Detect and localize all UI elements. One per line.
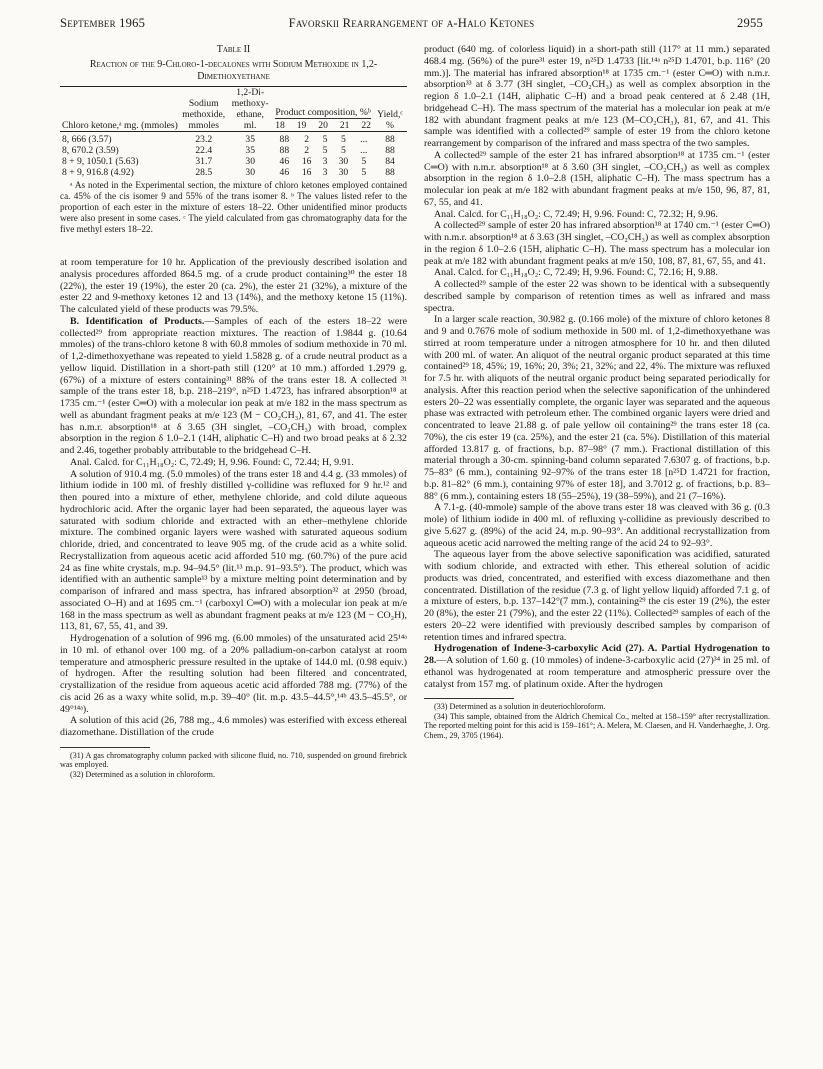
table-cell-methoxide: 31.7 xyxy=(195,156,213,167)
col-sodium-methoxide: Sodium methoxide, mmoles xyxy=(182,98,226,131)
right-anal-2: Anal. Calcd. for C₁₁H₁₈O₂: C, 72.49; H, 9.96. Found: C, 72.16; H, 9.88. xyxy=(434,267,718,279)
table-row xyxy=(60,145,407,156)
table-cell-c19: 2 xyxy=(304,145,310,156)
footnote-33: (33) Determined as a solution in deuteriochloroform. xyxy=(434,702,606,712)
table-cell-c18: 88 xyxy=(279,145,290,156)
table-cell-c22: 5 xyxy=(361,167,367,178)
section-heading-identification: B. Identification of Products. xyxy=(70,315,205,327)
footnote-32: (32) Determined as a solution in chloroform. xyxy=(70,769,215,779)
table-cell-c20: 3 xyxy=(322,156,328,167)
footnote-rule-right xyxy=(424,698,514,699)
col-chloro-ketone: Chloro ketone,ᵃ mg. (mmoles) xyxy=(62,120,178,131)
product-composition-label: Product composition, %ᵇ xyxy=(275,107,371,118)
footnote-31: (31) A gas chromatography column packed with silicone fluid, no. 710, suspended on ground firebrick was employed. xyxy=(60,750,407,770)
table-cell-methoxide: 22.4 xyxy=(195,145,213,156)
right-paragraph-6: A collected²⁹ sample of the ester 22 was shown to be identical with a subsequently described sample by comparison of retention times as well as infrared and mass spectra. xyxy=(424,279,770,314)
table-cell-ketone: 8 + 9, 1050.1 (5.63) xyxy=(62,156,139,167)
table-caption xyxy=(60,44,407,83)
table-body xyxy=(60,132,407,179)
table-cell-c21: 30 xyxy=(338,167,349,178)
col-yield: Yield,ᶜ % xyxy=(377,109,403,131)
table-cell-c22: ... xyxy=(360,134,368,145)
table-title: Reaction of the 9-Chloro-1-decalones with Sodium Methoxide in 1,2-Dimethoxyethane xyxy=(89,59,378,82)
table-cell-c19: 16 xyxy=(301,156,312,167)
right-paragraph-4: A collected²⁹ sample of ester 20 has infrared absorption¹⁸ at 1740 cm.⁻¹ (ester C═O) with n.m.r. absorption¹⁸ at δ 3.63 (3H singlet, –CO₂CH₃) as well as complex absorption in the region δ 1.0–2.6 (15H, aliphatic C–H). The mass spectrum has a molecular ion peak at m/e 182 with abundant fragment peaks at m/e 150, 108, 87, 81, 67, 55, and 41. xyxy=(424,220,770,267)
table-cell-c21: 5 xyxy=(341,145,346,156)
table-cell-yield: 88 xyxy=(385,167,395,178)
left-paragraph-2 xyxy=(60,316,407,457)
table-cell-c22: 5 xyxy=(361,156,367,167)
table-cell-dme: 30 xyxy=(245,167,255,178)
table-row xyxy=(60,167,407,178)
table-cell-methoxide: 23.2 xyxy=(195,134,213,145)
table-row xyxy=(60,132,407,146)
col-product-composition xyxy=(273,87,373,132)
table-cell-dme: 30 xyxy=(245,156,255,167)
table-cell-c19: 16 xyxy=(301,167,312,178)
col-21: 21 xyxy=(339,120,350,131)
left-paragraph-5: Hydrogenation of a solution of 996 mg. (6.00 mmoles) of the unsaturated acid 25¹⁴ᵃ in 10 ml. of ethanol over 100 mg. of a 20% palladium-on-carbon catalyst at room temperature and atmospheric pressure resulted in the uptake of 144.0 ml. (0.98 equiv.) of hydrogen. After the resulting solution had been filtered and concentrated, crystallization of the residue from aqueous acetic acid afforded 788 mg. (77%) of the cis acid 26 as a waxy white solid, m.p. 39–40° (lit. m.p. 43.5–44.5°,¹⁴ᵇ 43.5–45.5°, or 49°¹⁴ᵃ). xyxy=(60,633,407,715)
table-cell-c20: 5 xyxy=(322,134,328,145)
table-cell-c20: 3 xyxy=(322,167,328,178)
table-cell-c21: 5 xyxy=(341,134,346,145)
table-footnote: ᵃ As noted in the Experimental section, the mixture of chloro ketones employed contained ca. 45% of the cis isomer 9 and 55% of the trans isomer 8. ᵇ The values listed refer to the proportion of each ester in the mixture of esters 18–22. Other unidentified minor products were also present in some cases. ᶜ The yield calculated from gas chromatography data for the five methyl esters 18–22. xyxy=(60,180,407,234)
header-date: September 1965 xyxy=(60,16,146,30)
col-20: 20 xyxy=(318,120,328,131)
page-number: 2955 xyxy=(737,16,763,30)
footnote-34: (34) This sample, obtained from the Aldrich Chemical Co., melted at 158–159° after recrystallization. The reported melting point for this acid is 159–161°; A. Melera, M. Claesen, and H. Vanderhaeghe, J. Org. Chem., 29, 3705 (1964). xyxy=(424,711,770,741)
table-cell-yield: 88 xyxy=(385,145,395,156)
left-anal-1: Anal. Calcd. for C₁₁H₁₈O₂: C, 72.49; H, 9.96. Found: C, 72.44; H, 9.91. xyxy=(70,456,354,468)
col-19: 19 xyxy=(296,120,307,131)
table-row xyxy=(60,156,407,167)
table-cell-c18: 88 xyxy=(279,134,290,145)
right-paragraph-2: A collected²⁹ sample of the ester 21 has infrared absorption¹⁸ at 1735 cm.⁻¹ (ester C═O) with n.m.r. absorption¹⁸ at δ 3.60 (3H singlet, –CO₂CH₃) as well as complex absorption in the region δ 1.0–2.8 (15H, aliphatic C–H). The mass spectrum has a molecular ion peak at m/e 182 with abundant fragment peaks at m/e 150, 96, 87, 81, 67, 55, and 41. xyxy=(424,149,770,208)
table-cell-dme: 35 xyxy=(245,145,255,156)
header-title: Favorskii Rearrangement of α-Halo Ketones xyxy=(288,16,535,30)
data-table xyxy=(60,86,407,178)
table-cell-ketone: 8 + 9, 916.8 (4.92) xyxy=(62,167,134,178)
right-paragraph-10 xyxy=(424,643,770,690)
table-cell-yield: 84 xyxy=(385,156,395,167)
left-paragraph-2-text: —Samples of each of the esters 18–22 were collected²⁹ from appropriate reaction mixtures. The reaction of 1.9844 g. (10.64 mmoles) of the trans-chloro ketone 8 with 60.8 mmoles of sodium methoxide in 70 ml. of 1,2-dimethoxyethane was repeated to yield 1.5828 g. of a crude neutral product as a yellow liquid. Distillation in a short-path still (120° at 10 mm.) afforded 1.2979 g. (67%) of a mixture of esters containing³¹ 88% of the trans ester 18. A collected ³¹ sample of the trans ester 18, b.p. 218–219°, n²⁵D 1.4723, has infrared absorption¹⁸ at 1735 cm.⁻¹ (ester C═O) with a molecular ion peak at m/e 182 in the mass spectrum as well as abundant fragment peaks at m/e 123 (M − CO₂CH₃), 81, 67, and 41. The ester has n.m.r. absorption¹⁸ at δ 3.65 (3H singlet, –CO₂CH₃) with broad, complex absorption in the region δ 1.0–2.1 (14H, aliphatic C–H) and two broad peaks at δ 2.32 and 2.46, together probably attributable to the bridgehead C–H. xyxy=(60,315,407,456)
section-heading-hydrogenation: Hydrogenation of Indene-3-carboxylic Acid (27). A. Partial Hydrogenation to 28. xyxy=(424,643,770,666)
table-cell-yield: 88 xyxy=(385,134,395,145)
left-column xyxy=(60,44,407,780)
table-cell-c21: 30 xyxy=(338,156,349,167)
footnote-rule-left xyxy=(60,747,150,748)
right-column xyxy=(424,44,770,741)
table-cell-dme: 35 xyxy=(245,134,255,145)
left-paragraph-1: at room temperature for 10 hr. Application of the previously described isolation and analysis procedures afforded 864.5 mg. of a crude product containing³⁰ the ester 18 (22%), the ester 19 (19%), the ester 20 (ca. 2%), the ester 21 (32%), a mixture of the ester 22 and 9-methoxy ketones 12 and 13 (14%), and the methoxy ketone 15 (11%). The calculated yield of these products was 79.5%. xyxy=(60,257,407,315)
right-paragraph-8: A 7.1-g. (40-mmole) sample of the above trans ester 18 was cleaved with 36 g. (0.3 mole) of lithium iodide in 400 ml. of refluxing γ-collidine as previously described to give 5.627 g. (89%) of the acid 24, m.p. 90–93°. An additional recrystallization from aqueous acetic acid narrowed the melting range of the acid 24 to 92–93°. xyxy=(424,502,770,549)
table-cell-ketone: 8, 670.2 (3.59) xyxy=(62,145,119,156)
composition-subheaders xyxy=(275,120,371,131)
table-cell-c19: 2 xyxy=(304,134,310,145)
table-cell-methoxide: 28.5 xyxy=(195,167,213,178)
col-22: 22 xyxy=(361,120,371,131)
table-number: Table II xyxy=(216,44,251,55)
right-anal-1: Anal. Calcd. for C₁₁H₁₈O₂: C, 72.49; H, 9.96. Found: C, 72.32; H, 9.96. xyxy=(434,208,718,220)
left-paragraph-6: A solution of this acid (26, 788 mg., 4.6 mmoles) was esterified with excess ethereal diazomethane. Distillation of the crude xyxy=(60,715,407,738)
right-paragraph-1: product (640 mg. of colorless liquid) in a short-path still (117° at 11 mm.) separated 468.4 mg. (56%) of the pure³¹ ester 19, n²⁵D 1.4733 [lit.¹⁴ᵃ n²⁵D 1.4701, b.p. 116° (20 mm.)]. The material has infrared absorption¹⁸ at 1735 cm.⁻¹ (ester C═O) with n.m.r. absorption³³ at δ 3.77 (3H singlet, –CO₂CH₃) as well as complex absorption in the region δ 1.0–2.1 (14H, aliphatic C–H) and a broad peak centered at δ 2.48 (1H, bridgehead C–H). The mass spectrum of the material has a molecular ion peak at m/e 182 with abundant fragment peaks at m/e 123 (M–CO₂CH₃), 81, 67, and 41. This sample was identified with a collected²⁹ sample of ester 19 from the chloro ketone rearrangement by comparison of the infrared and mass spectra of the two samples. xyxy=(424,44,770,149)
table-cell-ketone: 8, 666 (3.57) xyxy=(62,134,112,145)
table-cell-c18: 46 xyxy=(279,156,290,167)
table-cell-c22: ... xyxy=(360,145,368,156)
col-dme: 1,2-Di-methoxy-ethane, ml. xyxy=(231,87,269,131)
right-paragraph-7: In a larger scale reaction, 30.982 g. (0.166 mole) of the mixture of chloro ketones 8 and 9 and 0.7676 mole of sodium methoxide in 500 ml. of 1,2-dimethoxyethane was stirred at room temperature under a nitrogen atmosphere for 10 hr. and then diluted with 200 ml. of water. An aliquot of the neutral organic product separated at this time contained²⁹ 18, 45%; 19, 16%; 20, 3%; 21, 32%; and 22, 4%. The mixture was refluxed for 7.5 hr. with aliquots of the neutral organic product being separated periodically for analysis. After this reaction period when the selective saponification of the unhindered esters 20–22 was essentially complete, the organic layer was separated and the aqueous phase was extracted with petroleum ether. The combined organic layers were dried and concentrated to leave 21.88 g. of pale yellow oil containing²⁹ the trans ester 18 (ca. 70%), the cis ester 19 (ca. 25%), and the ester 21 (ca. 5%). Distillation of this material afforded 13.817 g. of fractions, b.p. 87–98° (7 mm.). Fractional distillation of this material through a 30-cm. spinning-band column separated 7.6307 g. of fractions, b.p. 75–83° (6 mm.), containing 92–97% of the trans ester 18 [n²⁵D 1.4721 for fraction, b.p. 81–82° (6 mm.), containing 97% of ester 18], and 3.7012 g. of fractions, b.p. 83–88° (6 mm.), containing esters 18 (55–25%), 19 (38–59%), and 21 (7–16%). xyxy=(424,314,771,502)
right-paragraph-9: The aqueous layer from the above selective saponification was acidified, saturated with sodium chloride, and extracted with ether. This ethereal solution of acidic products was dried, concentrated, and esterified with excess diazomethane and then concentrated. Distillation of the residue (7.3 g. of light yellow liquid) afforded 7.1 g. of a mixture of esters, b.p. 137–142°(7 mm.), containing²⁹ the cis ester 19 (2%), the ester 20 (8%), the ester 21 (79%), and the ester 22 (11%). Collected²⁹ samples of each of the esters 20–22 were identified with previously described samples by comparison of retention times and infrared spectra. xyxy=(424,549,770,643)
left-paragraph-4: A solution of 910.4 mg. (5.0 mmoles) of the trans ester 18 and 4.4 g. (33 mmoles) of lithium iodide in 100 ml. of freshly distilled γ-collidine was refluxed for 9 hr.¹² and then poured into a mixture of ether, methylene chloride, and cold dilute aqueous hydrochloric acid. After the organic layer had been separated, the aqueous layer was saturated with sodium chloride and extracted with an ether–methylene chloride mixture. The combined organic layers were washed with saturated aqueous sodium chloride, dried, and concentrated to leave 905 mg. of the crude acid as a white solid. Recrystallization from aqueous acetic acid afforded 510 mg. (60.7%) of the pure acid 24 as fine white crystals, m.p. 94–94.5° (lit.¹³ m.p. 91–93.5°). The product, which was identified with an authentic sample¹³ by a mixture melting point determination and by comparison of infrared and mass spectra, has infrared absorption³² at 2950 (broad, associated O–H) and at 1695 cm.⁻¹ (carboxyl C═O) with a molecular ion peak at m/e 168 in the mass spectrum as well as abundant fragment peaks at m/e 123 (M − CO₂H), 113, 81, 67, 55, 41, and 39. xyxy=(60,468,407,633)
right-paragraph-10-text: —A solution of 1.60 g. (10 mmoles) of indene-3-carboxylic acid (27)³⁴ in 25 ml. of ethanol was hydrogenated at room temperature and atmospheric pressure over the catalyst from 157 mg. of platinum oxide. After the hydrogen xyxy=(424,655,770,690)
col-18: 18 xyxy=(275,120,285,131)
table-cell-c18: 46 xyxy=(279,167,290,178)
running-header xyxy=(60,16,763,32)
table-cell-c20: 5 xyxy=(322,145,328,156)
